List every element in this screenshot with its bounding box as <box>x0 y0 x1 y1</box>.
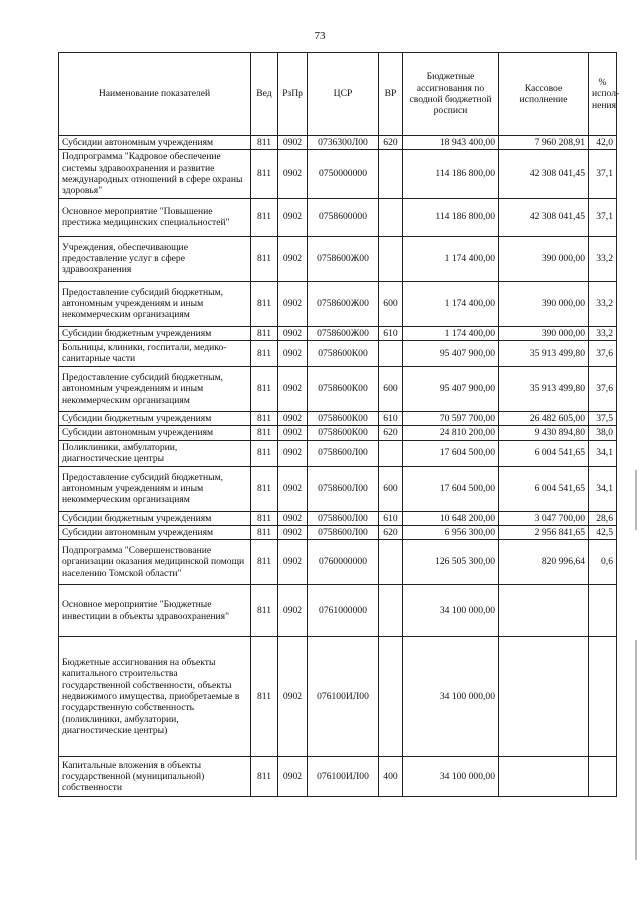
row-ved: 811 <box>251 150 278 198</box>
row-pct: 38,0 <box>589 426 617 440</box>
row-cash: 820 996,64 <box>499 540 589 585</box>
row-pct: 33,2 <box>589 281 617 326</box>
table-body <box>59 136 617 797</box>
row-name: Основное мероприятие "Повышение престижа медицинских специальностей" <box>59 198 251 236</box>
row-budget: 18 943 400,00 <box>403 136 499 150</box>
row-vr: 620 <box>379 426 403 440</box>
row-name: Больницы, клиники, госпитали, медико-санитарные части <box>59 340 251 366</box>
table-row <box>59 540 617 585</box>
row-pct: 34,1 <box>589 440 617 466</box>
row-cash: 26 482 605,00 <box>499 411 589 425</box>
row-cash <box>499 585 589 637</box>
row-budget: 1 174 400,00 <box>403 326 499 340</box>
row-budget: 6 956 300,00 <box>403 525 499 539</box>
row-pct: 33,2 <box>589 236 617 281</box>
row-rzpr: 0902 <box>278 440 308 466</box>
row-cash <box>499 637 589 757</box>
row-ved: 811 <box>251 757 278 797</box>
row-budget: 34 100 000,00 <box>403 585 499 637</box>
row-cash: 390 000,00 <box>499 281 589 326</box>
row-pct: 34,1 <box>589 466 617 511</box>
row-pct <box>589 757 617 797</box>
row-name: Бюджетные ассигнования на объекты капитального строительства государственной собственности, объекты недвижимого имущества, приобретаемые в государственную собственность (поликлиники, амбулатории, диагностические центры) <box>59 637 251 757</box>
row-ved: 811 <box>251 366 278 411</box>
table-row <box>59 440 617 466</box>
row-name: Субсидии бюджетным учреждениям <box>59 326 251 340</box>
table-header-row <box>59 53 617 136</box>
row-csr: 0758600К00 <box>308 411 379 425</box>
row-csr: 0758600Ж00 <box>308 236 379 281</box>
row-vr: 610 <box>379 511 403 525</box>
row-rzpr: 0902 <box>278 150 308 198</box>
row-name: Подпрограмма "Кадровое обеспечение системы здравоохранения и развитие международных отношений в сфере охраны здоровья" <box>59 150 251 198</box>
row-name: Субсидии автономным учреждениям <box>59 426 251 440</box>
row-cash: 9 430 894,80 <box>499 426 589 440</box>
row-csr: 0758600Ж00 <box>308 281 379 326</box>
table-row <box>59 411 617 425</box>
row-csr: 0758600Л00 <box>308 525 379 539</box>
row-csr: 0758600К00 <box>308 340 379 366</box>
header-vr: ВР <box>379 53 403 136</box>
row-budget: 17 604 500,00 <box>403 466 499 511</box>
row-budget: 114 186 800,00 <box>403 198 499 236</box>
row-vr: 610 <box>379 411 403 425</box>
row-ved: 811 <box>251 466 278 511</box>
row-vr <box>379 150 403 198</box>
row-ved: 811 <box>251 525 278 539</box>
row-cash: 42 308 041,45 <box>499 150 589 198</box>
table-row <box>59 585 617 637</box>
row-budget: 126 505 300,00 <box>403 540 499 585</box>
row-vr <box>379 585 403 637</box>
row-ved: 811 <box>251 411 278 425</box>
table-row <box>59 426 617 440</box>
row-rzpr: 0902 <box>278 637 308 757</box>
table-row <box>59 326 617 340</box>
row-cash: 390 000,00 <box>499 326 589 340</box>
row-csr: 0758600Ж00 <box>308 326 379 340</box>
row-vr <box>379 637 403 757</box>
row-csr: 0758600К00 <box>308 426 379 440</box>
row-pct: 37,6 <box>589 366 617 411</box>
table-row <box>59 511 617 525</box>
row-budget: 24 810 200,00 <box>403 426 499 440</box>
row-vr <box>379 198 403 236</box>
row-csr: 0760000000 <box>308 540 379 585</box>
table-row <box>59 198 617 236</box>
row-vr <box>379 340 403 366</box>
row-cash: 3 047 700,00 <box>499 511 589 525</box>
row-name: Субсидии бюджетным учреждениям <box>59 411 251 425</box>
row-cash: 6 004 541,65 <box>499 440 589 466</box>
row-ved: 811 <box>251 426 278 440</box>
row-budget: 1 174 400,00 <box>403 236 499 281</box>
row-budget: 34 100 000,00 <box>403 757 499 797</box>
row-budget: 1 174 400,00 <box>403 281 499 326</box>
row-pct: 42,0 <box>589 136 617 150</box>
table-row <box>59 281 617 326</box>
row-rzpr: 0902 <box>278 366 308 411</box>
row-vr <box>379 540 403 585</box>
header-ved: Вед <box>251 53 278 136</box>
header-csr: ЦСР <box>308 53 379 136</box>
row-rzpr: 0902 <box>278 540 308 585</box>
row-csr: 0758600Л00 <box>308 440 379 466</box>
row-budget: 17 604 500,00 <box>403 440 499 466</box>
row-name: Предоставление субсидий бюджетным, автономным учреждениям и иным некоммерческим организациям <box>59 366 251 411</box>
row-name: Субсидии автономным учреждениям <box>59 136 251 150</box>
row-csr: 0736300Л00 <box>308 136 379 150</box>
row-cash: 6 004 541,65 <box>499 466 589 511</box>
row-vr <box>379 440 403 466</box>
row-ved: 811 <box>251 511 278 525</box>
row-pct: 37,1 <box>589 150 617 198</box>
row-pct: 33,2 <box>589 326 617 340</box>
page-number: 73 <box>314 30 326 42</box>
header-rzpr: РзПр <box>278 53 308 136</box>
header-cash: Кассовое исполнение <box>499 53 589 136</box>
row-pct: 42,5 <box>589 525 617 539</box>
row-vr: 610 <box>379 326 403 340</box>
row-name: Учреждения, обеспечивающие предоставление услуг в сфере здравоохранения <box>59 236 251 281</box>
row-vr: 620 <box>379 136 403 150</box>
row-pct: 28,6 <box>589 511 617 525</box>
row-rzpr: 0902 <box>278 466 308 511</box>
scan-edge-mark <box>635 640 637 860</box>
row-cash: 2 956 841,65 <box>499 525 589 539</box>
row-ved: 811 <box>251 440 278 466</box>
row-pct <box>589 585 617 637</box>
header-budget: Бюджетные ассигнования по сводной бюджетной росписи <box>403 53 499 136</box>
table-row <box>59 150 617 198</box>
header-pct: % испол-нения <box>589 53 617 136</box>
row-rzpr: 0902 <box>278 411 308 425</box>
table-row <box>59 136 617 150</box>
table-row <box>59 757 617 797</box>
table-row <box>59 366 617 411</box>
row-csr: 0758600000 <box>308 198 379 236</box>
table-row <box>59 525 617 539</box>
row-name: Субсидии бюджетным учреждениям <box>59 511 251 525</box>
row-cash <box>499 757 589 797</box>
row-pct: 37,5 <box>589 411 617 425</box>
row-ved: 811 <box>251 585 278 637</box>
row-ved: 811 <box>251 340 278 366</box>
row-csr: 0761000000 <box>308 585 379 637</box>
table-row <box>59 236 617 281</box>
row-cash: 35 913 499,80 <box>499 366 589 411</box>
row-name: Предоставление субсидий бюджетным, автономным учреждениям и иным некоммерческим организациям <box>59 281 251 326</box>
row-rzpr: 0902 <box>278 236 308 281</box>
budget-execution-table <box>58 52 620 797</box>
row-name: Подпрограмма "Совершенствование организации оказания медицинской помощи населению Томской области" <box>59 540 251 585</box>
row-vr: 400 <box>379 757 403 797</box>
row-name: Основное мероприятие "Бюджетные инвестиции в объекты здравоохранения" <box>59 585 251 637</box>
row-pct: 0,6 <box>589 540 617 585</box>
table-row <box>59 466 617 511</box>
row-vr: 620 <box>379 525 403 539</box>
row-name: Субсидии автономным учреждениям <box>59 525 251 539</box>
table-row <box>59 637 617 757</box>
row-pct <box>589 637 617 757</box>
row-rzpr: 0902 <box>278 426 308 440</box>
row-name: Капитальные вложения в объекты государственной (муниципальной) собственности <box>59 757 251 797</box>
row-cash: 390 000,00 <box>499 236 589 281</box>
row-vr: 600 <box>379 466 403 511</box>
row-cash: 35 913 499,80 <box>499 340 589 366</box>
row-ved: 811 <box>251 637 278 757</box>
row-budget: 95 407 900,00 <box>403 340 499 366</box>
row-budget: 114 186 800,00 <box>403 150 499 198</box>
row-pct: 37,1 <box>589 198 617 236</box>
row-pct: 37,6 <box>589 340 617 366</box>
row-vr: 600 <box>379 281 403 326</box>
row-budget: 95 407 900,00 <box>403 366 499 411</box>
row-csr: 0758600Л00 <box>308 466 379 511</box>
row-rzpr: 0902 <box>278 757 308 797</box>
row-rzpr: 0902 <box>278 136 308 150</box>
row-rzpr: 0902 <box>278 525 308 539</box>
row-rzpr: 0902 <box>278 511 308 525</box>
row-budget: 10 648 200,00 <box>403 511 499 525</box>
row-budget: 70 597 700,00 <box>403 411 499 425</box>
row-csr: 0750000000 <box>308 150 379 198</box>
row-name: Предоставление субсидий бюджетным, автономным учреждениям и иным некоммерческим организациям <box>59 466 251 511</box>
row-vr <box>379 236 403 281</box>
table-row <box>59 340 617 366</box>
row-name: Поликлиники, амбулатории, диагностические центры <box>59 440 251 466</box>
header-name: Наименование показателей <box>59 53 251 136</box>
row-ved: 811 <box>251 326 278 340</box>
row-cash: 7 960 208,91 <box>499 136 589 150</box>
row-rzpr: 0902 <box>278 198 308 236</box>
row-vr: 600 <box>379 366 403 411</box>
row-csr: 0758600Л00 <box>308 511 379 525</box>
row-rzpr: 0902 <box>278 281 308 326</box>
row-budget: 34 100 000,00 <box>403 637 499 757</box>
row-rzpr: 0902 <box>278 340 308 366</box>
row-csr: 076100ИЛ00 <box>308 637 379 757</box>
row-csr: 076100ИЛ00 <box>308 757 379 797</box>
row-cash: 42 308 041,45 <box>499 198 589 236</box>
row-csr: 0758600К00 <box>308 366 379 411</box>
scan-edge-mark <box>635 470 637 530</box>
row-ved: 811 <box>251 198 278 236</box>
row-rzpr: 0902 <box>278 326 308 340</box>
row-rzpr: 0902 <box>278 585 308 637</box>
row-ved: 811 <box>251 540 278 585</box>
row-ved: 811 <box>251 281 278 326</box>
row-ved: 811 <box>251 136 278 150</box>
row-ved: 811 <box>251 236 278 281</box>
